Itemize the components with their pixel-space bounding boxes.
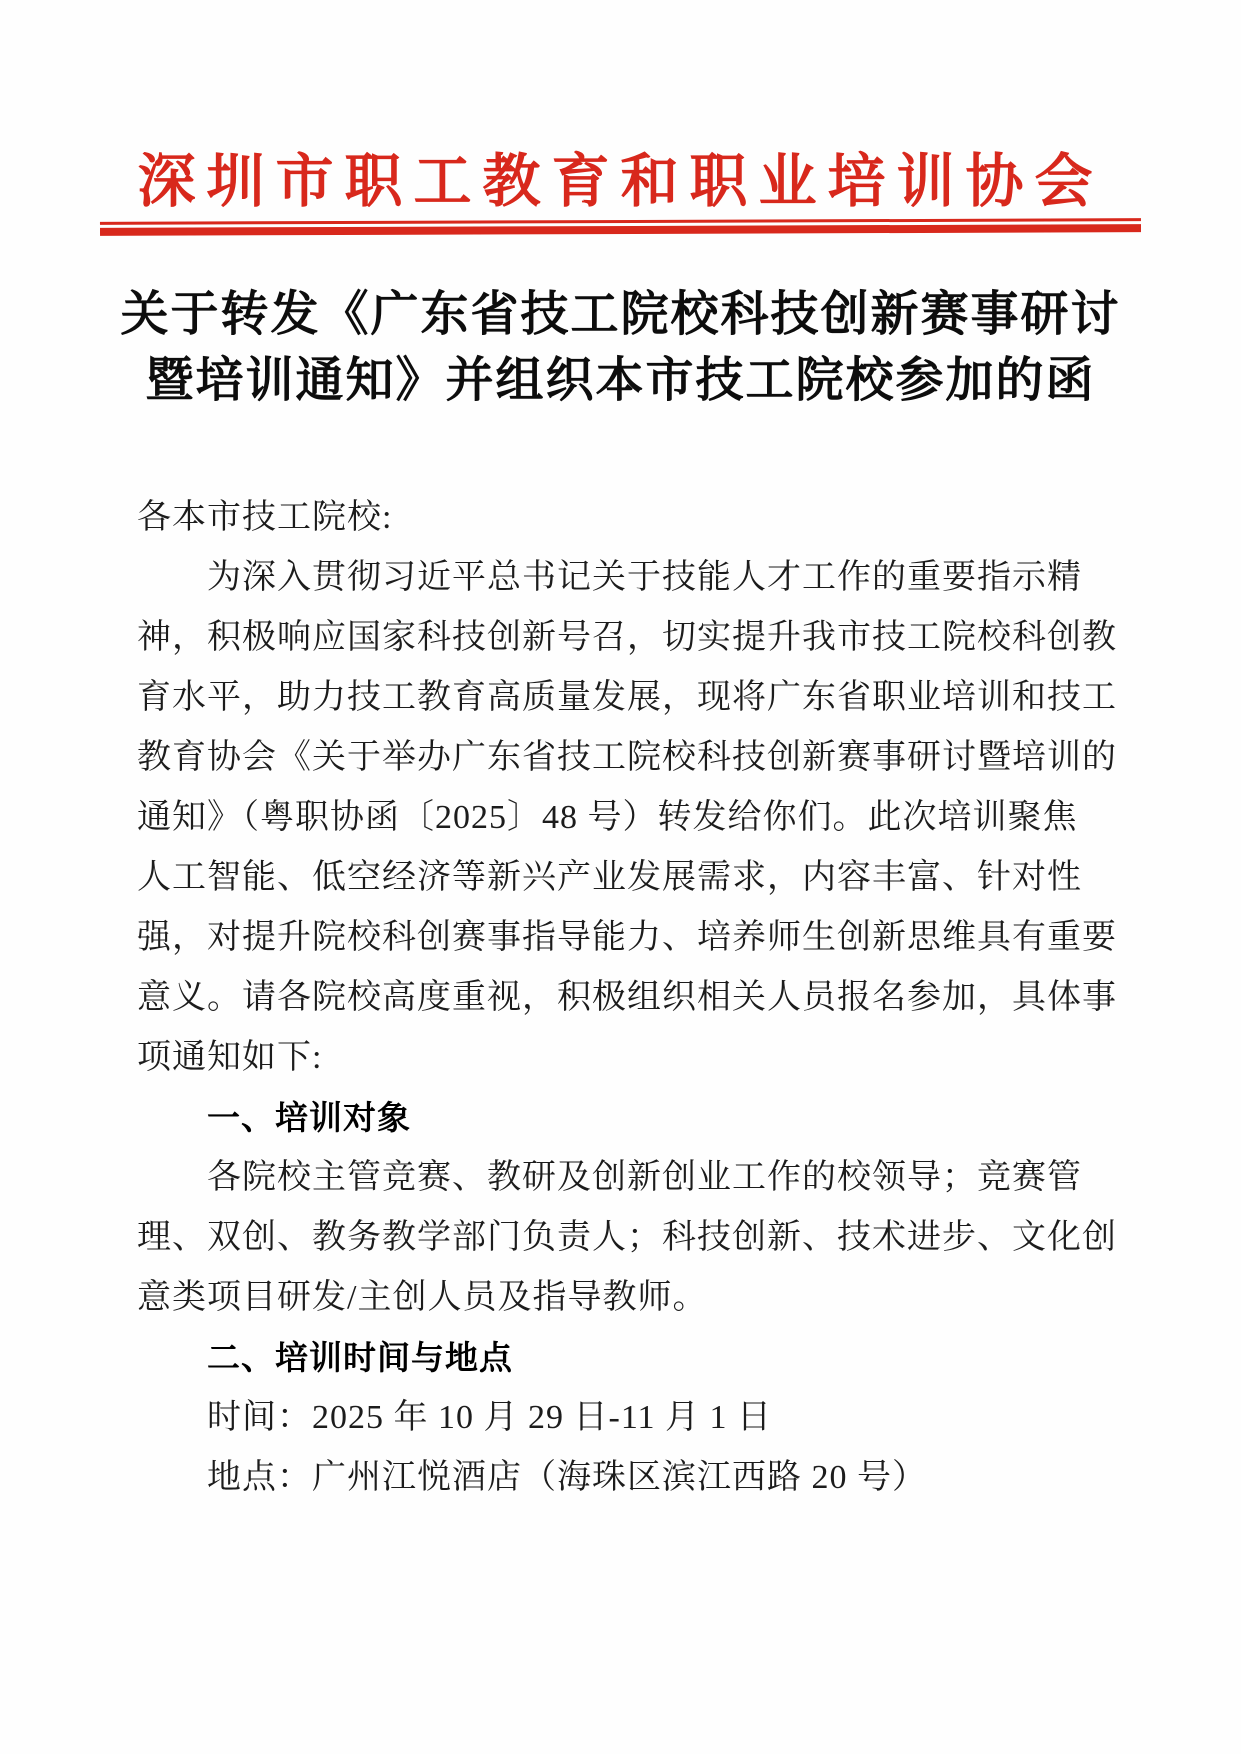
paragraph1-line: 育水平，助力技工教育高质量发展，现将广东省职业培训和技工 <box>137 679 1117 716</box>
letterhead-org-name: 深圳市职工教育和职业培训协会 <box>137 149 1104 214</box>
paragraph1-line: 项通知如下: <box>137 1039 323 1076</box>
paragraph1-line: 通知》（粤职协函〔2025〕48 号）转发给你们。此次培训聚焦 <box>137 799 1078 836</box>
section1-heading: 一、培训对象 <box>207 1099 411 1136</box>
paragraph1-line: 神，积极响应国家科技创新号召，切实提升我市技工院校科创教 <box>137 619 1117 656</box>
paragraph1-line: 意义。请各院校高度重视，积极组织相关人员报名参加，具体事 <box>137 979 1117 1016</box>
letterhead-rule <box>100 218 1141 236</box>
document-title-line1: 关于转发《广东省技工院校科技创新赛事研讨 <box>120 288 1121 341</box>
training-location-line: 地点：广州江悦酒店（海珠区滨江西路 20 号） <box>207 1459 927 1496</box>
paragraph1-line: 为深入贯彻习近平总书记关于技能人才工作的重要指示精 <box>207 559 1082 596</box>
paragraph1-line: 教育协会《关于举办广东省技工院校科技创新赛事研讨暨培训的 <box>137 739 1117 776</box>
paragraph1-line: 强，对提升院校科创赛事指导能力、培养师生创新思维具有重要 <box>137 919 1117 956</box>
paragraph1-line: 人工智能、低空经济等新兴产业发展需求，内容丰富、针对性 <box>137 859 1082 896</box>
document-body <box>137 488 1122 1508</box>
document-title <box>0 282 1241 414</box>
section1-line: 理、双创、教务教学部门负责人；科技创新、技术进步、文化创 <box>137 1219 1117 1256</box>
salutation-line: 各本市技工院校: <box>137 499 393 536</box>
section1-line: 意类项目研发/主创人员及指导教师。 <box>137 1279 708 1316</box>
section1-line: 各院校主管竞赛、教研及创新创业工作的校领导；竞赛管 <box>207 1159 1082 1196</box>
training-time-line: 时间：2025 年 10 月 29 日-11 月 1 日 <box>207 1399 773 1436</box>
document-title-line2: 暨培训通知》并组织本市技工院校参加的函 <box>145 354 1096 407</box>
section2-heading: 二、培训时间与地点 <box>207 1339 513 1376</box>
